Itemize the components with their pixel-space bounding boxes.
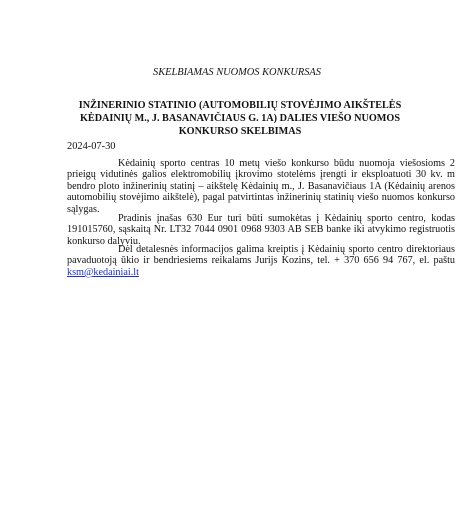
paragraph-contact-info bbox=[67, 244, 455, 278]
document-title: INŽINERINIO STATINIO (AUTOMOBILIŲ STOVĖJIMO AIKŠTELĖS KĖDAINIŲ M., J. BASANAVIČIAUS G. 1A) DALIES VIEŠO NUOMOS KONKURSO SKELBIMAS bbox=[78, 100, 402, 137]
paragraph-3 bbox=[67, 244, 455, 278]
paragraph-1-text: Kėdainių sporto centras 10 metų viešo konkurso būdu nuomoja viešosioms 2 prieigų vidutinės galios elektromobilių įkrovimo stotelėms įrengti ir eksploatuoti 30 kv. m bendro ploto inžinerinių statinį – aikštelę Kėdainių m., J. Basanavičiaus 1A (Kėdainių arenos automobilių stovėjimo aikštelė), pagal patvirtintas inžinerinių statinių viešo nuomos konkurso sąlygas. bbox=[67, 158, 455, 215]
paragraph-lease-description bbox=[67, 158, 455, 215]
paragraph-payment-info bbox=[67, 213, 455, 247]
publication-date: 2024-07-30 bbox=[67, 141, 116, 152]
paragraph-2-text: Pradinis įnašas 630 Eur turi būti sumokėtas į Kėdainių sporto centro, kodas 191015760, sąskaitą Nr. LT32 7044 0901 0968 9303 AB SEB banke iki atvykimo registruotis konkurso dalyviu. bbox=[67, 213, 455, 247]
document-kicker: SKELBIAMAS NUOMOS KONKURSAS bbox=[153, 67, 321, 78]
email-link[interactable]: ksm@kedainiai.lt bbox=[67, 266, 139, 278]
paragraph-3-text: Dėl detalesnės informacijos galima kreiptis į Kėdainių sporto centro direktoriaus pavaduotoją ūkio ir bendriesiems reikalams Jurijs Kozins, tel. + 370 656 94 767, el. paštu bbox=[67, 244, 455, 267]
